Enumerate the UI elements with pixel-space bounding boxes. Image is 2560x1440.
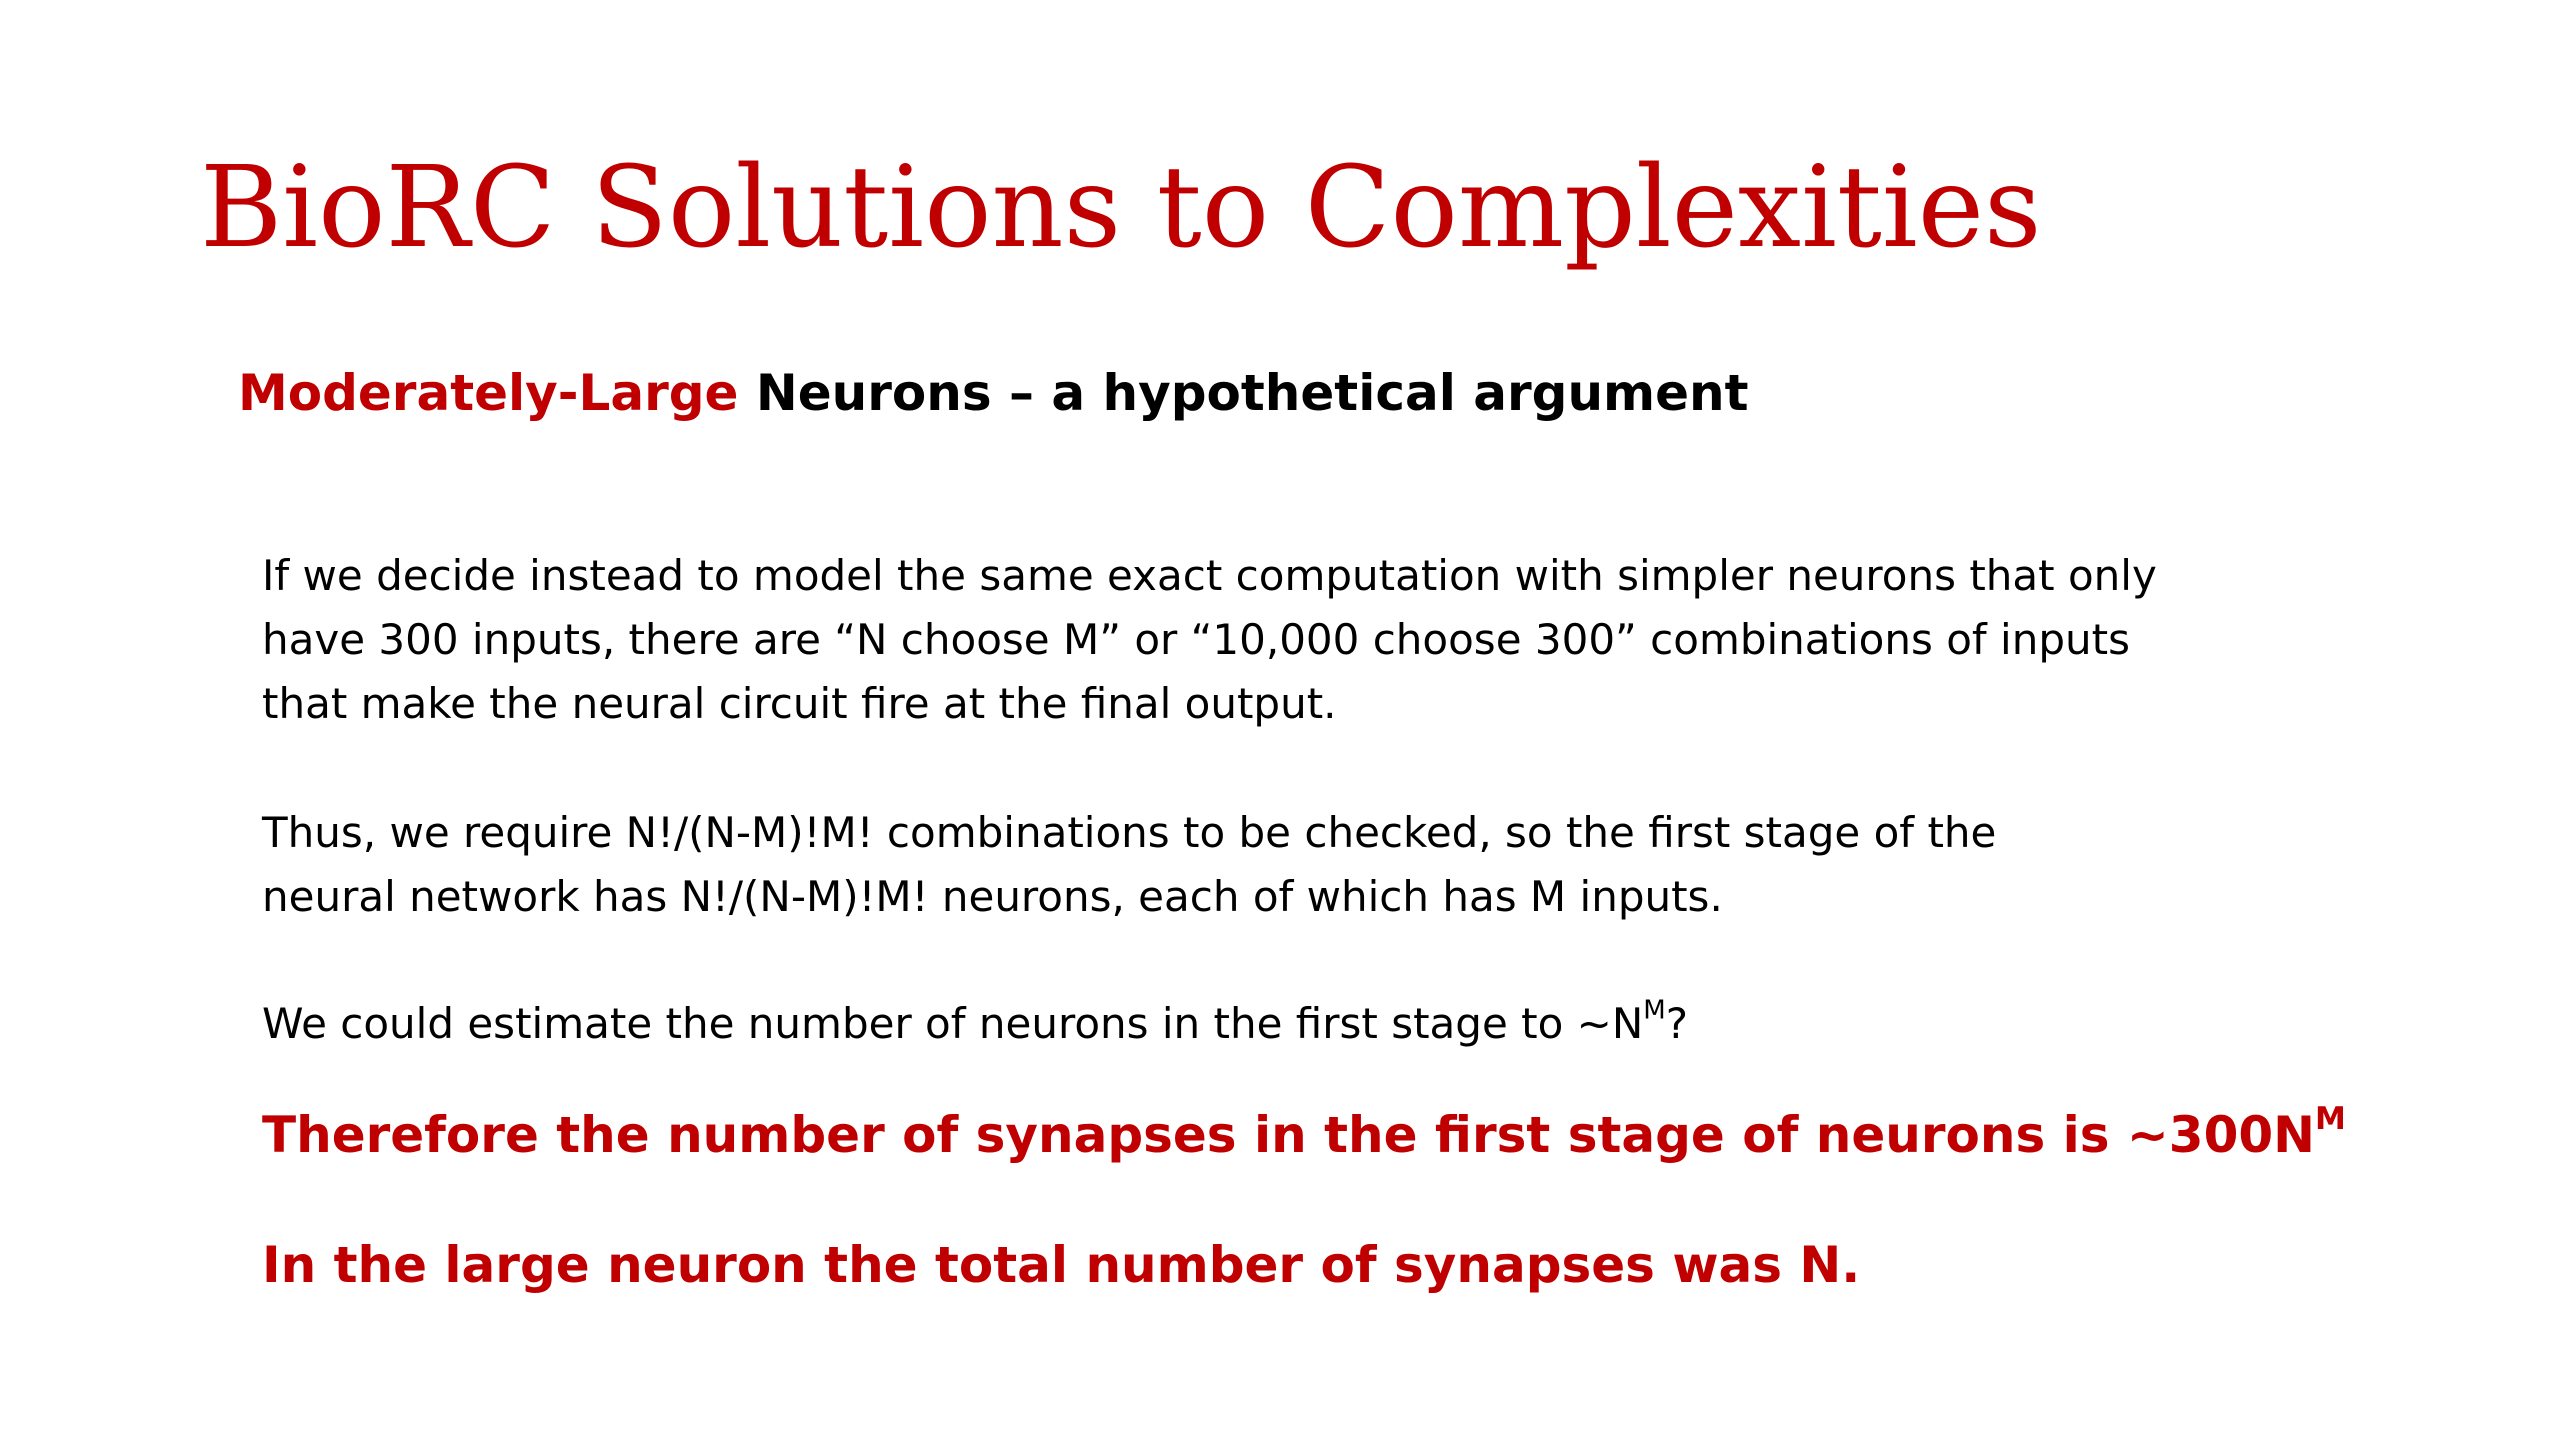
- subtitle-accent: Moderately-Large: [238, 364, 739, 422]
- paragraph-requirement: [262, 801, 2262, 929]
- estimate-superscript: M: [1643, 995, 1666, 1026]
- slide-title: BioRC Solutions to Complexities: [200, 143, 2042, 273]
- estimate-suffix: ?: [1665, 999, 1689, 1048]
- paragraph-line: have 300 inputs, there are “N choose M” or “10,000 choose 300” combinations of inputs: [262, 615, 2130, 664]
- emphasis-superscript: M: [2315, 1100, 2346, 1137]
- emphasis-text: Therefore the number of synapses in the first stage of neurons is ~300N: [262, 1106, 2316, 1164]
- paragraph-line: that make the neural circuit fire at the final output.: [262, 679, 1337, 728]
- paragraph-combinations: [262, 544, 2262, 736]
- emphasis-synapses-first-stage: [262, 1100, 2346, 1170]
- estimate-text: We could estimate the number of neurons in the first stage to ~N: [262, 999, 1644, 1048]
- subtitle-rest: Neurons – a hypothetical argument: [738, 364, 1749, 422]
- slide-subtitle: [238, 358, 1749, 428]
- paragraph-line: If we decide instead to model the same exact computation with simpler neurons that only: [262, 551, 2157, 600]
- paragraph-estimate: [262, 992, 2262, 1056]
- emphasis-large-neuron: In the large neuron the total number of synapses was N.: [262, 1236, 1861, 1294]
- paragraph-line: neural network has N!/(N-M)!M! neurons, each of which has M inputs.: [262, 872, 1723, 921]
- paragraph-line: Thus, we require N!/(N-M)!M! combinations to be checked, so the first stage of the: [262, 808, 1997, 857]
